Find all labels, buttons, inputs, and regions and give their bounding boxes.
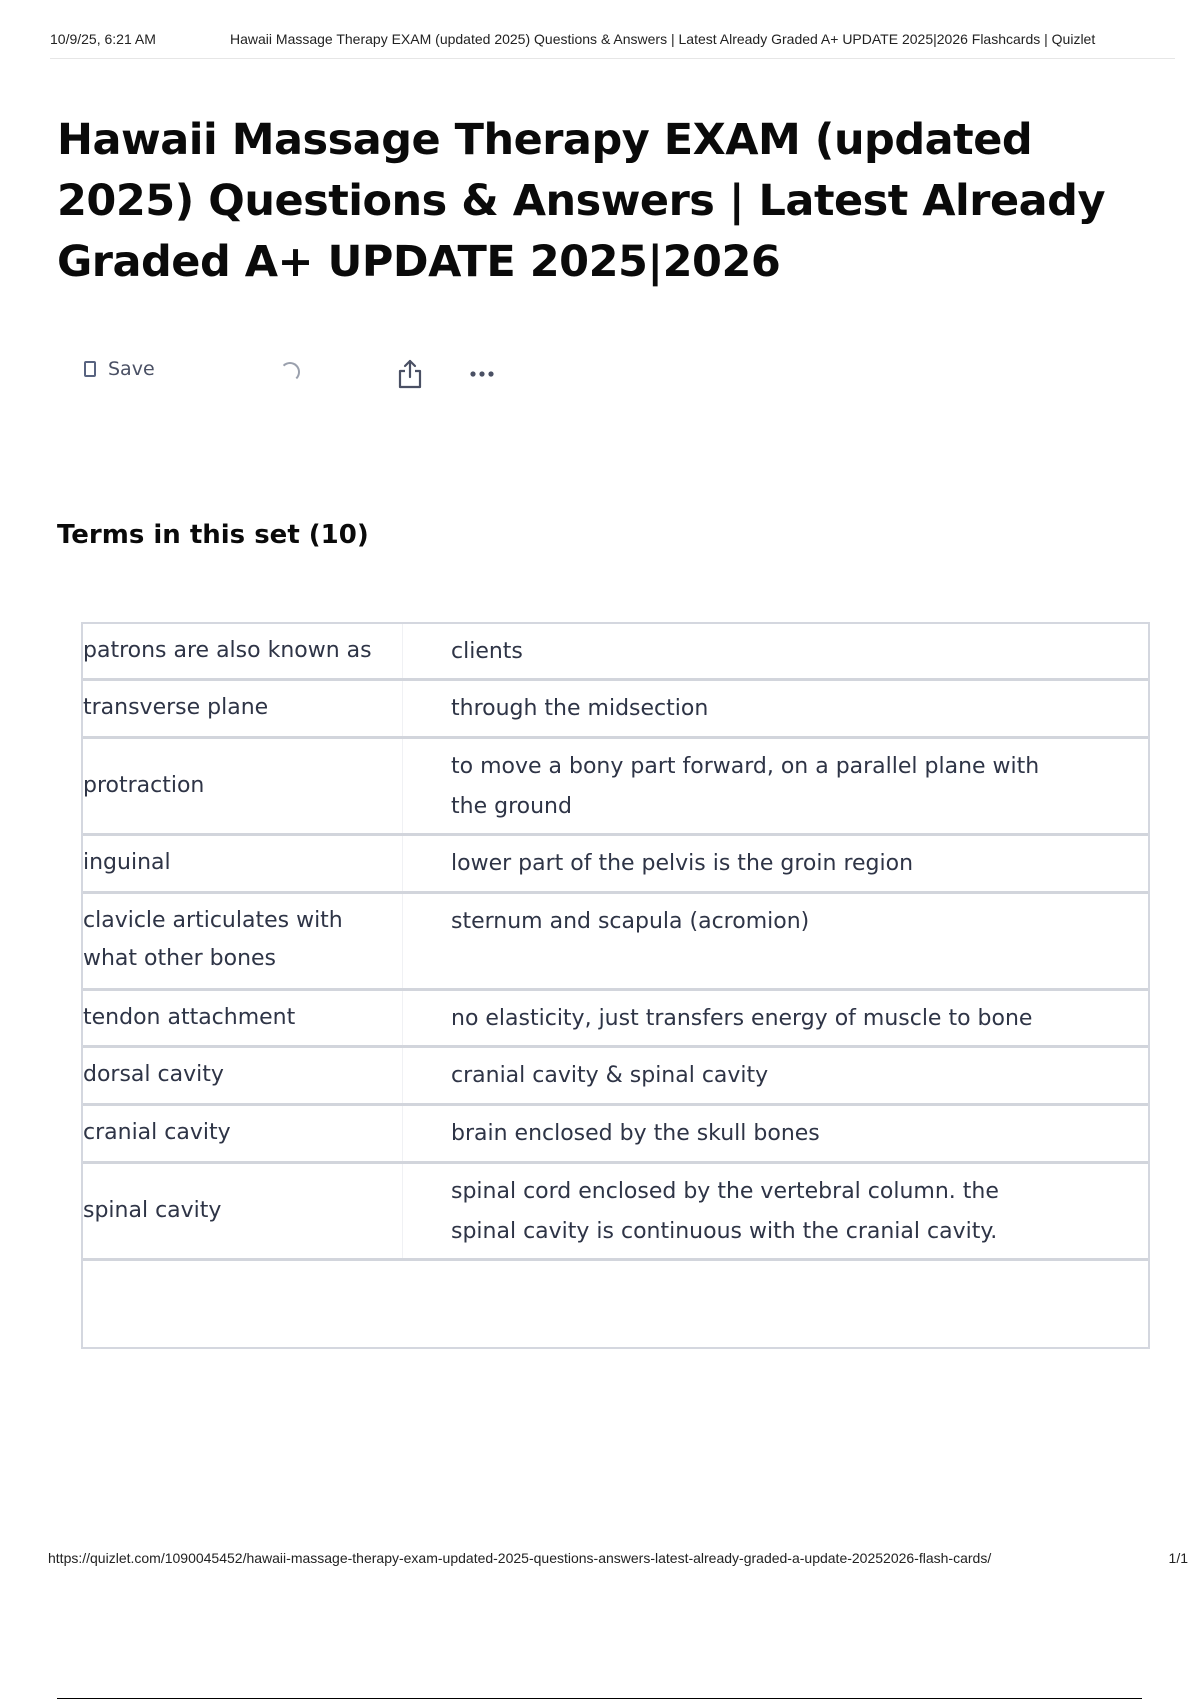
more-options-icon <box>468 358 500 390</box>
definition-text: brain enclosed by the skull bones <box>451 1121 820 1146</box>
bottom-divider <box>57 1698 1142 1699</box>
table-row <box>83 681 1148 739</box>
definition-text: to move a bony part forward, on a parallel plane with the ground <box>451 754 1040 819</box>
definition-text: sternum and scapula (acromion) <box>451 909 810 934</box>
term-text: tendon attachment <box>83 991 403 1045</box>
print-document-title: Hawaii Massage Therapy EXAM (updated 2025) Questions & Answers | Latest Already Graded A+ UPDATE 2025|2026 Flashcards | Quizlet <box>230 31 1096 47</box>
term-text: transverse plane <box>83 681 403 736</box>
table-row <box>83 624 1148 681</box>
table-row <box>83 894 1148 991</box>
share-button[interactable] <box>396 358 424 390</box>
definition-text: through the midsection <box>451 696 709 721</box>
share-icon <box>396 358 424 390</box>
table-row <box>83 1164 1148 1261</box>
term-text: spinal cavity <box>83 1164 403 1258</box>
term-text: protraction <box>83 739 403 833</box>
term-text: cranial cavity <box>83 1106 403 1161</box>
table-row <box>83 1048 1148 1106</box>
print-url: https://quizlet.com/1090045452/hawaii-massage-therapy-exam-updated-2025-questions-answers-latest-already-graded-a-update-20252026-flash-cards/ <box>48 1550 992 1566</box>
term-text: dorsal cavity <box>83 1048 403 1103</box>
table-row-empty <box>83 1261 1148 1347</box>
definition-text: no elasticity, just transfers energy of muscle to bone <box>451 1006 1033 1031</box>
terms-heading: Terms in this set (10) <box>57 520 369 550</box>
page-number: 1/1 <box>1168 1550 1188 1566</box>
term-text: patrons are also known as <box>83 624 403 678</box>
term-text: inguinal <box>83 836 403 891</box>
print-datetime: 10/9/25, 6:21 AM <box>50 31 156 47</box>
definition-text: spinal cord enclosed by the vertebral column. the spinal cavity is continuous with the cranial cavity. <box>451 1179 999 1244</box>
bookmark-icon <box>84 361 96 377</box>
table-row <box>83 991 1148 1048</box>
save-label: Save <box>108 358 155 380</box>
term-text: clavicle articulates with what other bones <box>83 894 403 988</box>
table-row <box>83 1106 1148 1164</box>
print-header <box>50 28 1175 59</box>
definition-text: clients <box>451 639 523 664</box>
spinner-icon <box>280 362 300 382</box>
table-row <box>83 836 1148 894</box>
page-title: Hawaii Massage Therapy EXAM (updated 2025) Questions & Answers | Latest Already Graded A+ UPDATE 2025|2026 <box>57 115 1105 287</box>
save-button[interactable] <box>84 358 155 380</box>
definition-text: lower part of the pelvis is the groin region <box>451 851 914 876</box>
more-options-button[interactable] <box>468 358 500 390</box>
action-bar <box>84 358 544 394</box>
definition-text: cranial cavity & spinal cavity <box>451 1063 769 1088</box>
terms-table <box>81 622 1150 1349</box>
table-row <box>83 739 1148 836</box>
